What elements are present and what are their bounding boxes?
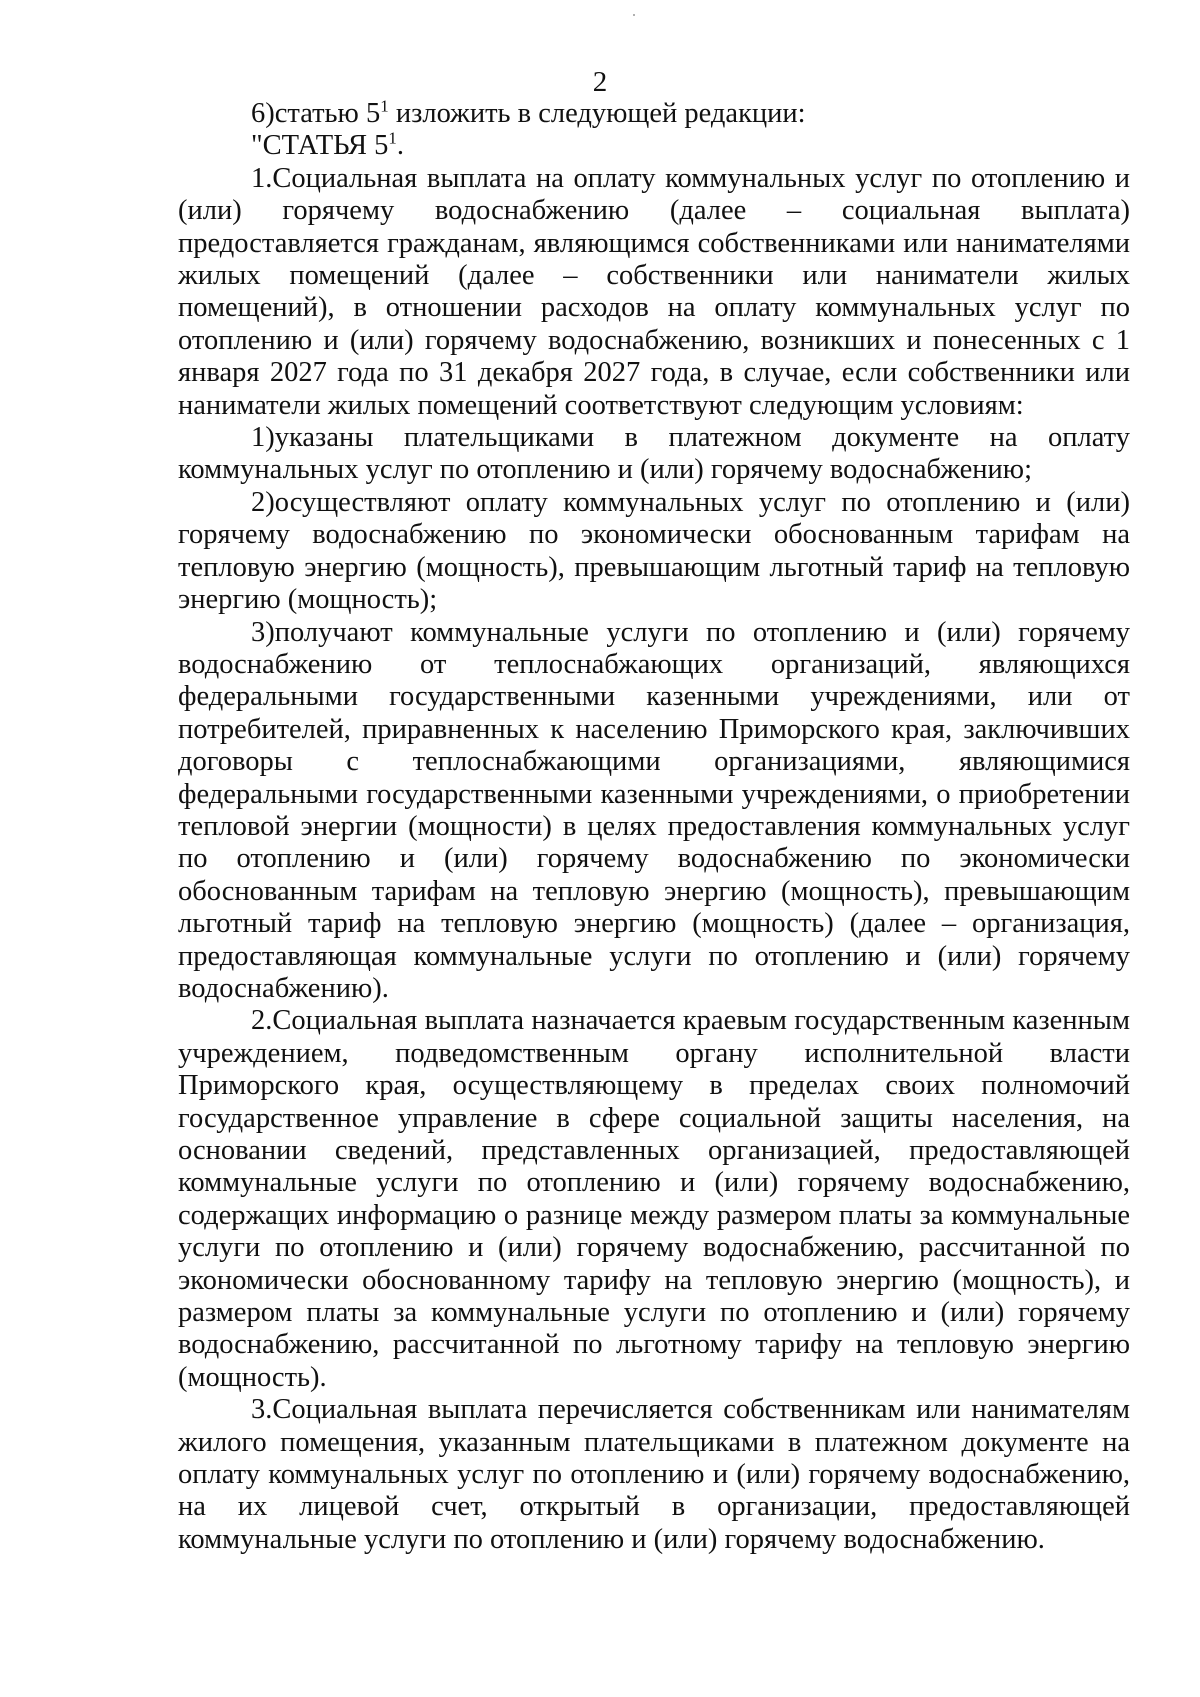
article-title-superscript: 1	[388, 128, 397, 148]
document-body	[178, 98, 1130, 1556]
article-title-text: "СТАТЬЯ 5	[251, 130, 389, 162]
paragraph-3: 3.Социальная выплата перечисляется собственникам или нанимателям жилого помещения, указанным плательщиками в платежном документе на оплату коммунальных услуг по отоплению и (или) горячему водоснабжению, на их лицевой счет, открытый в организации, предоставляющей коммунальные услуги по отоплению и (или) горячему водоснабжению.	[178, 1394, 1130, 1555]
paragraph-2: 2.Социальная выплата назначается краевым государственным казенным учреждением, подведомственным органу исполнительной власти Приморского края, осуществляющему в пределах своих полномочий государственное управление в сфере социальной защиты населения, на основании сведений, представленных организацией, предоставляющей коммунальные услуги по отоплению и (или) горячему водоснабжению, содержащих информацию о разнице между размером платы за коммунальные услуги по отоплению и (или) горячему водоснабжению, рассчитанной по экономически обоснованному тарифу на тепловую энергию (мощность), и размером платы за коммунальные услуги по отоплению и (или) горячему водоснабжению, рассчитанной по льготному тарифу на тепловую энергию (мощность).	[178, 1005, 1130, 1393]
amendment-heading-text: 6)статью 5	[251, 98, 381, 129]
condition-1: 1)указаны плательщиками в платежном документе на оплату коммунальных услуг по отоплению и (или) горячему водоснабжению;	[178, 422, 1130, 486]
amendment-heading	[178, 98, 1130, 130]
condition-3: 3)получают коммунальные услуги по отоплению и (или) горячему водоснабжению от теплоснабжающих организаций, являющихся федеральными государственными казенными учреждениями, или от потребителей, приравненных к населению Приморского края, заключивших договоры с теплоснабжающими организациями, являющимися федеральными государственными казенными учреждениями, о приобретении тепловой энергии (мощности) в целях предоставления коммунальных услуг по отоплению и (или) горячему водоснабжению по экономически обоснованным тарифам на тепловую энергию (мощность), превышающим льготный тариф на тепловую энергию (мощность) (далее – организация, предоставляющая коммунальные услуги по отоплению и (или) горячему водоснабжению).	[178, 616, 1130, 1004]
condition-2: 2)осуществляют оплату коммунальных услуг по отоплению и (или) горячему водоснабжению по экономически обоснованным тарифам на тепловую энергию (мощность), превышающим льготный тариф на тепловую энергию (мощность);	[178, 486, 1130, 616]
amendment-heading-superscript: 1	[380, 96, 389, 116]
amendment-heading-text-end: изложить в следующей редакции:	[388, 98, 806, 129]
page-number: 2	[592, 66, 608, 98]
article-title-end: .	[396, 130, 404, 162]
paragraph-1: 1.Социальная выплата на оплату коммунальных услуг по отоплению и (или) горячему водоснабжению (далее – социальная выплата) предоставляется гражданам, являющимся собственниками или нанимателями жилых помещений (далее – собственники или наниматели жилых помещений), в отношении расходов на оплату коммунальных услуг по отоплению и (или) горячему водоснабжению, возникших и понесенных с 1 января 2027 года по 31 декабря 2027 года, в случае, если собственники или наниматели жилых помещений соответствуют следующим условиям:	[178, 162, 1130, 421]
scan-speck	[633, 14, 635, 16]
article-title	[178, 130, 1130, 162]
